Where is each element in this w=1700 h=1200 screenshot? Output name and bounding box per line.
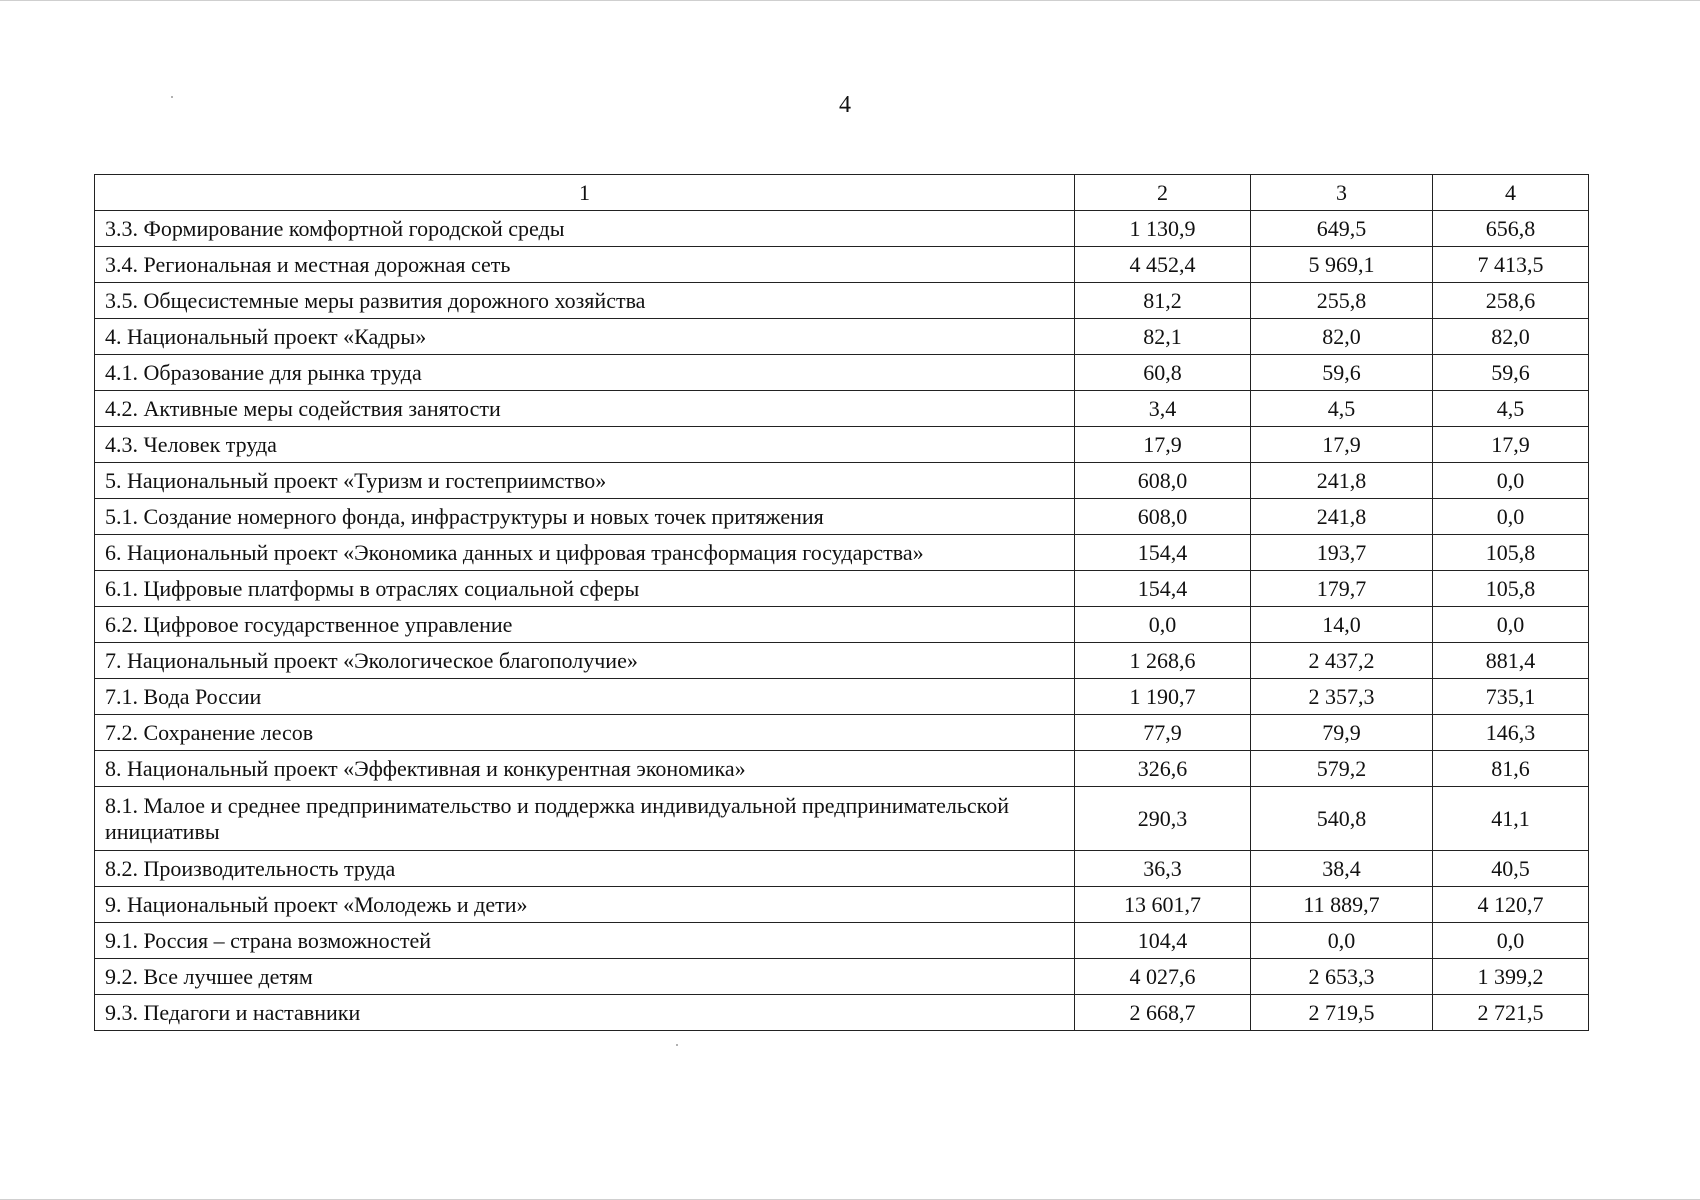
table-row (95, 211, 1589, 247)
table-row (95, 851, 1589, 887)
value-cell-col2: 3,4 (1075, 391, 1251, 427)
value-cell-col2: 154,4 (1075, 535, 1251, 571)
value-cell-col4: 40,5 (1433, 851, 1589, 887)
value-cell-col4: 82,0 (1433, 319, 1589, 355)
table-row (95, 923, 1589, 959)
value-cell-col2: 154,4 (1075, 571, 1251, 607)
row-label-cell: 7.1. Вода России (95, 679, 1075, 715)
table-row (95, 959, 1589, 995)
row-label-cell: 9.3. Педагоги и наставники (95, 995, 1075, 1031)
table-row (95, 995, 1589, 1031)
value-cell-col3: 241,8 (1251, 499, 1433, 535)
value-cell-col4: 735,1 (1433, 679, 1589, 715)
table-row (95, 643, 1589, 679)
value-cell-col2: 1 268,6 (1075, 643, 1251, 679)
scan-edge-top (0, 0, 1700, 1)
table-row (95, 391, 1589, 427)
table-row (95, 319, 1589, 355)
value-cell-col2: 81,2 (1075, 283, 1251, 319)
value-cell-col2: 4 452,4 (1075, 247, 1251, 283)
value-cell-col3: 0,0 (1251, 923, 1433, 959)
table-row (95, 679, 1589, 715)
row-label-cell: 6.1. Цифровые платформы в отраслях социальной сферы (95, 571, 1075, 607)
value-cell-col4: 656,8 (1433, 211, 1589, 247)
data-table (94, 174, 1589, 1031)
table-header-row (95, 175, 1589, 211)
row-label-cell: 7.2. Сохранение лесов (95, 715, 1075, 751)
value-cell-col2: 326,6 (1075, 751, 1251, 787)
value-cell-col3: 82,0 (1251, 319, 1433, 355)
value-cell-col2: 77,9 (1075, 715, 1251, 751)
value-cell-col4: 146,3 (1433, 715, 1589, 751)
table-row (95, 463, 1589, 499)
value-cell-col4: 4 120,7 (1433, 887, 1589, 923)
value-cell-col4: 17,9 (1433, 427, 1589, 463)
table-row (95, 887, 1589, 923)
value-cell-col4: 0,0 (1433, 923, 1589, 959)
value-cell-col4: 258,6 (1433, 283, 1589, 319)
value-cell-col3: 2 357,3 (1251, 679, 1433, 715)
table-row (95, 499, 1589, 535)
table-row (95, 427, 1589, 463)
value-cell-col3: 241,8 (1251, 463, 1433, 499)
value-cell-col4: 41,1 (1433, 787, 1589, 851)
value-cell-col4: 105,8 (1433, 535, 1589, 571)
value-cell-col3: 4,5 (1251, 391, 1433, 427)
value-cell-col2: 36,3 (1075, 851, 1251, 887)
value-cell-col4: 0,0 (1433, 499, 1589, 535)
table-row (95, 535, 1589, 571)
value-cell-col2: 290,3 (1075, 787, 1251, 851)
value-cell-col3: 255,8 (1251, 283, 1433, 319)
value-cell-col3: 5 969,1 (1251, 247, 1433, 283)
value-cell-col3: 540,8 (1251, 787, 1433, 851)
value-cell-col2: 104,4 (1075, 923, 1251, 959)
column-header: 2 (1075, 175, 1251, 211)
value-cell-col3: 579,2 (1251, 751, 1433, 787)
value-cell-col3: 179,7 (1251, 571, 1433, 607)
row-label-cell: 9.2. Все лучшее детям (95, 959, 1075, 995)
value-cell-col3: 38,4 (1251, 851, 1433, 887)
value-cell-col2: 608,0 (1075, 463, 1251, 499)
page-number: 4 (839, 92, 851, 118)
value-cell-col3: 11 889,7 (1251, 887, 1433, 923)
value-cell-col3: 2 437,2 (1251, 643, 1433, 679)
value-cell-col2: 0,0 (1075, 607, 1251, 643)
row-label-cell: 7. Национальный проект «Экологическое благополучие» (95, 643, 1075, 679)
value-cell-col4: 2 721,5 (1433, 995, 1589, 1031)
scan-speck (676, 1044, 678, 1046)
row-label-cell: 3.3. Формирование комфортной городской среды (95, 211, 1075, 247)
row-label-cell: 6.2. Цифровое государственное управление (95, 607, 1075, 643)
value-cell-col4: 1 399,2 (1433, 959, 1589, 995)
value-cell-col2: 1 190,7 (1075, 679, 1251, 715)
row-label-cell: 8. Национальный проект «Эффективная и конкурентная экономика» (95, 751, 1075, 787)
row-label-cell: 9. Национальный проект «Молодежь и дети» (95, 887, 1075, 923)
row-label-cell: 6. Национальный проект «Экономика данных и цифровая трансформация государства» (95, 535, 1075, 571)
value-cell-col4: 4,5 (1433, 391, 1589, 427)
value-cell-col2: 2 668,7 (1075, 995, 1251, 1031)
value-cell-col3: 2 653,3 (1251, 959, 1433, 995)
row-label-cell: 4.2. Активные меры содействия занятости (95, 391, 1075, 427)
value-cell-col4: 59,6 (1433, 355, 1589, 391)
value-cell-col2: 4 027,6 (1075, 959, 1251, 995)
table-row (95, 787, 1589, 851)
column-header: 1 (95, 175, 1075, 211)
value-cell-col3: 79,9 (1251, 715, 1433, 751)
table-row (95, 247, 1589, 283)
value-cell-col3: 17,9 (1251, 427, 1433, 463)
table-row (95, 283, 1589, 319)
table-row (95, 355, 1589, 391)
column-header: 4 (1433, 175, 1589, 211)
value-cell-col2: 17,9 (1075, 427, 1251, 463)
value-cell-col4: 81,6 (1433, 751, 1589, 787)
row-label-cell: 9.1. Россия – страна возможностей (95, 923, 1075, 959)
row-label-cell: 3.4. Региональная и местная дорожная сеть (95, 247, 1075, 283)
table-row (95, 751, 1589, 787)
row-label-cell: 8.2. Производительность труда (95, 851, 1075, 887)
value-cell-col2: 1 130,9 (1075, 211, 1251, 247)
value-cell-col3: 2 719,5 (1251, 995, 1433, 1031)
value-cell-col4: 7 413,5 (1433, 247, 1589, 283)
value-cell-col4: 0,0 (1433, 607, 1589, 643)
table-row (95, 607, 1589, 643)
value-cell-col4: 0,0 (1433, 463, 1589, 499)
column-header: 3 (1251, 175, 1433, 211)
value-cell-col2: 82,1 (1075, 319, 1251, 355)
row-label-cell: 4.3. Человек труда (95, 427, 1075, 463)
value-cell-col3: 193,7 (1251, 535, 1433, 571)
row-label-cell: 5.1. Создание номерного фонда, инфраструктуры и новых точек притяжения (95, 499, 1075, 535)
value-cell-col3: 649,5 (1251, 211, 1433, 247)
row-label-cell: 4. Национальный проект «Кадры» (95, 319, 1075, 355)
value-cell-col3: 59,6 (1251, 355, 1433, 391)
value-cell-col4: 105,8 (1433, 571, 1589, 607)
table-row (95, 715, 1589, 751)
value-cell-col3: 14,0 (1251, 607, 1433, 643)
row-label-cell: 3.5. Общесистемные меры развития дорожного хозяйства (95, 283, 1075, 319)
row-label-cell: 8.1. Малое и среднее предпринимательство и поддержка индивидуальной предпринимательской инициативы (95, 787, 1075, 851)
table-row (95, 571, 1589, 607)
value-cell-col4: 881,4 (1433, 643, 1589, 679)
row-label-cell: 4.1. Образование для рынка труда (95, 355, 1075, 391)
value-cell-col2: 13 601,7 (1075, 887, 1251, 923)
value-cell-col2: 608,0 (1075, 499, 1251, 535)
value-cell-col2: 60,8 (1075, 355, 1251, 391)
row-label-cell: 5. Национальный проект «Туризм и гостеприимство» (95, 463, 1075, 499)
